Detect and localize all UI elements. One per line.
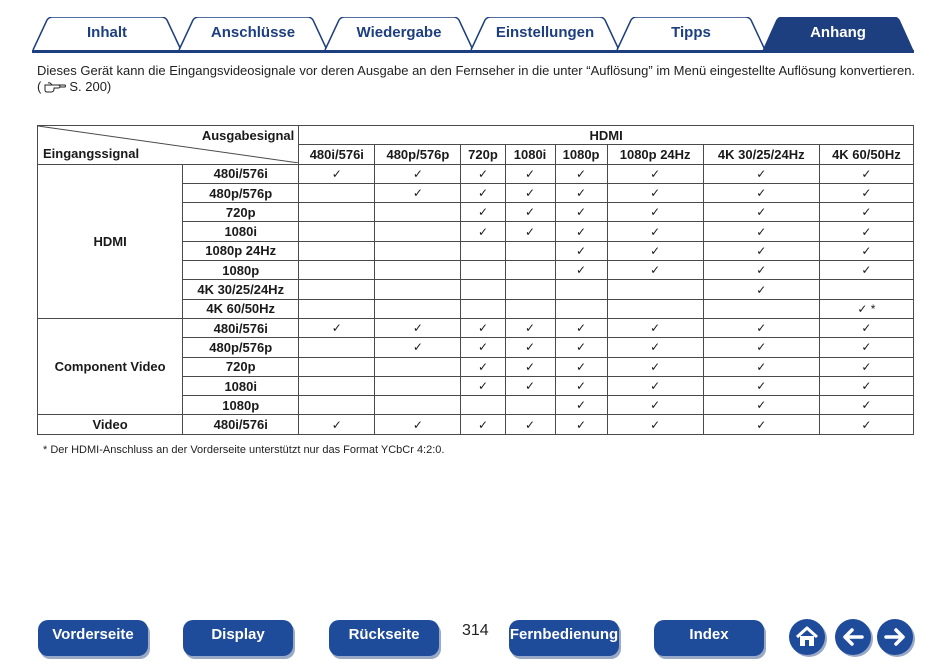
support-cell: ✓	[375, 415, 461, 434]
support-cell: ✓	[505, 164, 555, 183]
support-cell: ✓ *	[819, 299, 913, 318]
support-cell: ✓	[607, 357, 703, 376]
support-cell	[607, 280, 703, 299]
support-cell	[375, 299, 461, 318]
input-format-cell: 1080i	[183, 222, 299, 241]
output-column-header: 1080i	[505, 145, 555, 164]
support-cell: ✓	[375, 338, 461, 357]
support-cell	[505, 299, 555, 318]
support-cell: ✓	[703, 280, 819, 299]
tab-label: Tipps	[671, 24, 711, 41]
support-cell	[375, 241, 461, 260]
tab-label: Anschlüsse	[210, 24, 296, 41]
input-format-cell: 1080p	[183, 396, 299, 415]
output-column-header: 720p	[461, 145, 505, 164]
output-column-header: 1080p	[555, 145, 607, 164]
support-cell: ✓	[505, 415, 555, 434]
support-cell: ✓	[555, 357, 607, 376]
page-number: 314	[462, 622, 489, 639]
support-cell	[299, 357, 375, 376]
input-group-label: HDMI	[38, 164, 183, 318]
support-cell: ✓	[703, 357, 819, 376]
support-cell	[703, 299, 819, 318]
intro-paragraph	[37, 63, 917, 95]
table-row	[38, 318, 914, 337]
back-button[interactable]	[835, 619, 871, 655]
support-cell: ✓	[299, 415, 375, 434]
support-cell: ✓	[607, 415, 703, 434]
hdmi-output-header: HDMI	[299, 126, 914, 145]
support-cell: ✓	[819, 222, 913, 241]
support-cell: ✓	[505, 318, 555, 337]
support-cell: ✓	[703, 164, 819, 183]
remote-control-button[interactable]: Fernbedienung	[509, 620, 619, 656]
support-cell: ✓	[555, 203, 607, 222]
index-button[interactable]: Index	[654, 620, 764, 656]
input-format-cell: 480i/576i	[183, 164, 299, 183]
home-icon	[789, 619, 825, 655]
support-cell	[555, 299, 607, 318]
support-cell	[461, 280, 505, 299]
output-signal-label: Ausgabesignal	[201, 128, 295, 143]
footnote: * Der HDMI-Anschluss an der Vorderseite unterstützt nur das Format YCbCr 4:2:0.	[43, 444, 445, 456]
tab-wiedergabe[interactable]	[324, 17, 474, 51]
support-cell: ✓	[461, 376, 505, 395]
support-cell: ✓	[461, 183, 505, 202]
output-column-header: 1080p 24Hz	[607, 145, 703, 164]
support-cell	[299, 183, 375, 202]
support-cell: ✓	[819, 338, 913, 357]
input-format-cell: 480p/576p	[183, 338, 299, 357]
support-cell: ✓	[375, 318, 461, 337]
input-format-cell: 480i/576i	[183, 318, 299, 337]
support-cell: ✓	[607, 222, 703, 241]
rear-panel-button[interactable]: Rückseite	[329, 620, 439, 656]
output-column-header: 480i/576i	[299, 145, 375, 164]
forward-button[interactable]	[877, 619, 913, 655]
support-cell: ✓	[505, 357, 555, 376]
support-cell	[299, 338, 375, 357]
support-cell: ✓	[375, 183, 461, 202]
input-format-cell: 1080i	[183, 376, 299, 395]
support-cell: ✓	[819, 261, 913, 280]
support-cell: ✓	[505, 376, 555, 395]
support-cell: ✓	[505, 183, 555, 202]
input-format-cell: 480p/576p	[183, 183, 299, 202]
output-column-header: 480p/576p	[375, 145, 461, 164]
support-cell: ✓	[299, 164, 375, 183]
pointing-hand-icon	[44, 81, 66, 93]
support-cell: ✓	[819, 241, 913, 260]
support-cell: ✓	[703, 396, 819, 415]
support-cell	[819, 280, 913, 299]
input-format-cell: 720p	[183, 357, 299, 376]
support-cell: ✓	[505, 203, 555, 222]
support-cell	[375, 261, 461, 280]
support-cell: ✓	[461, 318, 505, 337]
support-cell	[461, 241, 505, 260]
tab-anhang[interactable]	[762, 17, 914, 51]
support-cell	[299, 203, 375, 222]
support-cell	[375, 357, 461, 376]
support-cell: ✓	[505, 338, 555, 357]
support-cell: ✓	[461, 203, 505, 222]
header-corner	[38, 126, 299, 165]
support-cell	[299, 222, 375, 241]
input-format-cell: 4K 30/25/24Hz	[183, 280, 299, 299]
support-cell: ✓	[703, 261, 819, 280]
support-cell: ✓	[703, 203, 819, 222]
tab-label: Anhang	[810, 24, 866, 41]
input-group-label: Component Video	[38, 318, 183, 414]
support-cell: ✓	[819, 415, 913, 434]
support-cell: ✓	[607, 241, 703, 260]
support-cell: ✓	[461, 164, 505, 183]
support-cell: ✓	[703, 241, 819, 260]
ref-open: (	[37, 79, 42, 94]
support-cell	[375, 396, 461, 415]
tab-bar	[32, 17, 914, 53]
support-cell: ✓	[375, 164, 461, 183]
support-cell: ✓	[819, 183, 913, 202]
support-cell: ✓	[299, 318, 375, 337]
support-cell	[461, 299, 505, 318]
support-cell: ✓	[461, 338, 505, 357]
support-cell	[299, 280, 375, 299]
intro-text: Dieses Gerät kann die Eingangsvideosignale vor deren Ausgabe an den Fernseher in die unter “Auflösung” im Menü eingestellte Auflösung konvertieren.	[37, 63, 916, 78]
support-cell: ✓	[607, 396, 703, 415]
support-cell: ✓	[555, 376, 607, 395]
support-cell: ✓	[819, 396, 913, 415]
support-cell: ✓	[703, 222, 819, 241]
ref-text: S. 200)	[69, 79, 112, 94]
support-cell	[299, 396, 375, 415]
support-cell: ✓	[819, 164, 913, 183]
support-cell	[461, 261, 505, 280]
support-cell: ✓	[703, 376, 819, 395]
support-cell	[375, 203, 461, 222]
tab-label: Einstellungen	[495, 24, 595, 41]
support-cell	[299, 241, 375, 260]
tab-label: Wiedergabe	[356, 24, 442, 41]
support-cell	[505, 241, 555, 260]
support-cell: ✓	[819, 376, 913, 395]
support-cell	[505, 396, 555, 415]
support-cell: ✓	[703, 318, 819, 337]
page-reference[interactable]	[37, 79, 111, 95]
support-cell: ✓	[555, 241, 607, 260]
display-button[interactable]: Display	[183, 620, 293, 656]
support-cell	[375, 280, 461, 299]
support-cell	[555, 280, 607, 299]
arrow-left-icon	[835, 619, 871, 655]
support-cell	[299, 299, 375, 318]
home-button[interactable]	[789, 619, 825, 655]
support-cell: ✓	[607, 318, 703, 337]
support-cell: ✓	[607, 261, 703, 280]
support-cell	[505, 261, 555, 280]
support-cell: ✓	[555, 261, 607, 280]
support-cell: ✓	[607, 203, 703, 222]
support-cell: ✓	[819, 203, 913, 222]
input-format-cell: 1080p	[183, 261, 299, 280]
tab-anschluesse[interactable]	[178, 17, 328, 51]
tab-label: Inhalt	[87, 24, 127, 41]
front-panel-button[interactable]: Vorderseite	[38, 620, 148, 656]
support-cell: ✓	[555, 396, 607, 415]
input-format-cell: 480i/576i	[183, 415, 299, 434]
tab-einstellungen[interactable]	[470, 17, 620, 51]
input-signal-label: Eingangssignal	[43, 145, 140, 161]
support-cell: ✓	[703, 183, 819, 202]
arrow-right-icon	[877, 619, 913, 655]
input-format-cell: 4K 60/50Hz	[183, 299, 299, 318]
table-row	[38, 164, 914, 183]
support-cell: ✓	[461, 357, 505, 376]
support-cell: ✓	[703, 338, 819, 357]
input-group-label: Video	[38, 415, 183, 434]
support-cell: ✓	[607, 183, 703, 202]
support-cell: ✓	[555, 338, 607, 357]
output-column-header: 4K 60/50Hz	[819, 145, 913, 164]
support-cell: ✓	[819, 318, 913, 337]
conversion-table	[37, 125, 914, 435]
support-cell: ✓	[505, 222, 555, 241]
support-cell: ✓	[461, 222, 505, 241]
support-cell: ✓	[703, 415, 819, 434]
support-cell: ✓	[555, 183, 607, 202]
support-cell	[299, 376, 375, 395]
support-cell: ✓	[607, 376, 703, 395]
support-cell	[375, 376, 461, 395]
output-column-header: 4K 30/25/24Hz	[703, 145, 819, 164]
input-format-cell: 1080p 24Hz	[183, 241, 299, 260]
support-cell: ✓	[607, 164, 703, 183]
input-format-cell: 720p	[183, 203, 299, 222]
table-row	[38, 415, 914, 434]
support-cell	[607, 299, 703, 318]
support-cell: ✓	[555, 318, 607, 337]
support-cell	[375, 222, 461, 241]
support-cell: ✓	[555, 222, 607, 241]
tab-tipps[interactable]	[616, 17, 766, 51]
support-cell: ✓	[819, 357, 913, 376]
support-cell: ✓	[461, 415, 505, 434]
support-cell	[505, 280, 555, 299]
support-cell: ✓	[555, 415, 607, 434]
table-body	[38, 164, 914, 434]
support-cell	[299, 261, 375, 280]
tab-inhalt[interactable]	[32, 17, 182, 51]
support-cell	[461, 396, 505, 415]
support-cell: ✓	[607, 338, 703, 357]
support-cell: ✓	[555, 164, 607, 183]
